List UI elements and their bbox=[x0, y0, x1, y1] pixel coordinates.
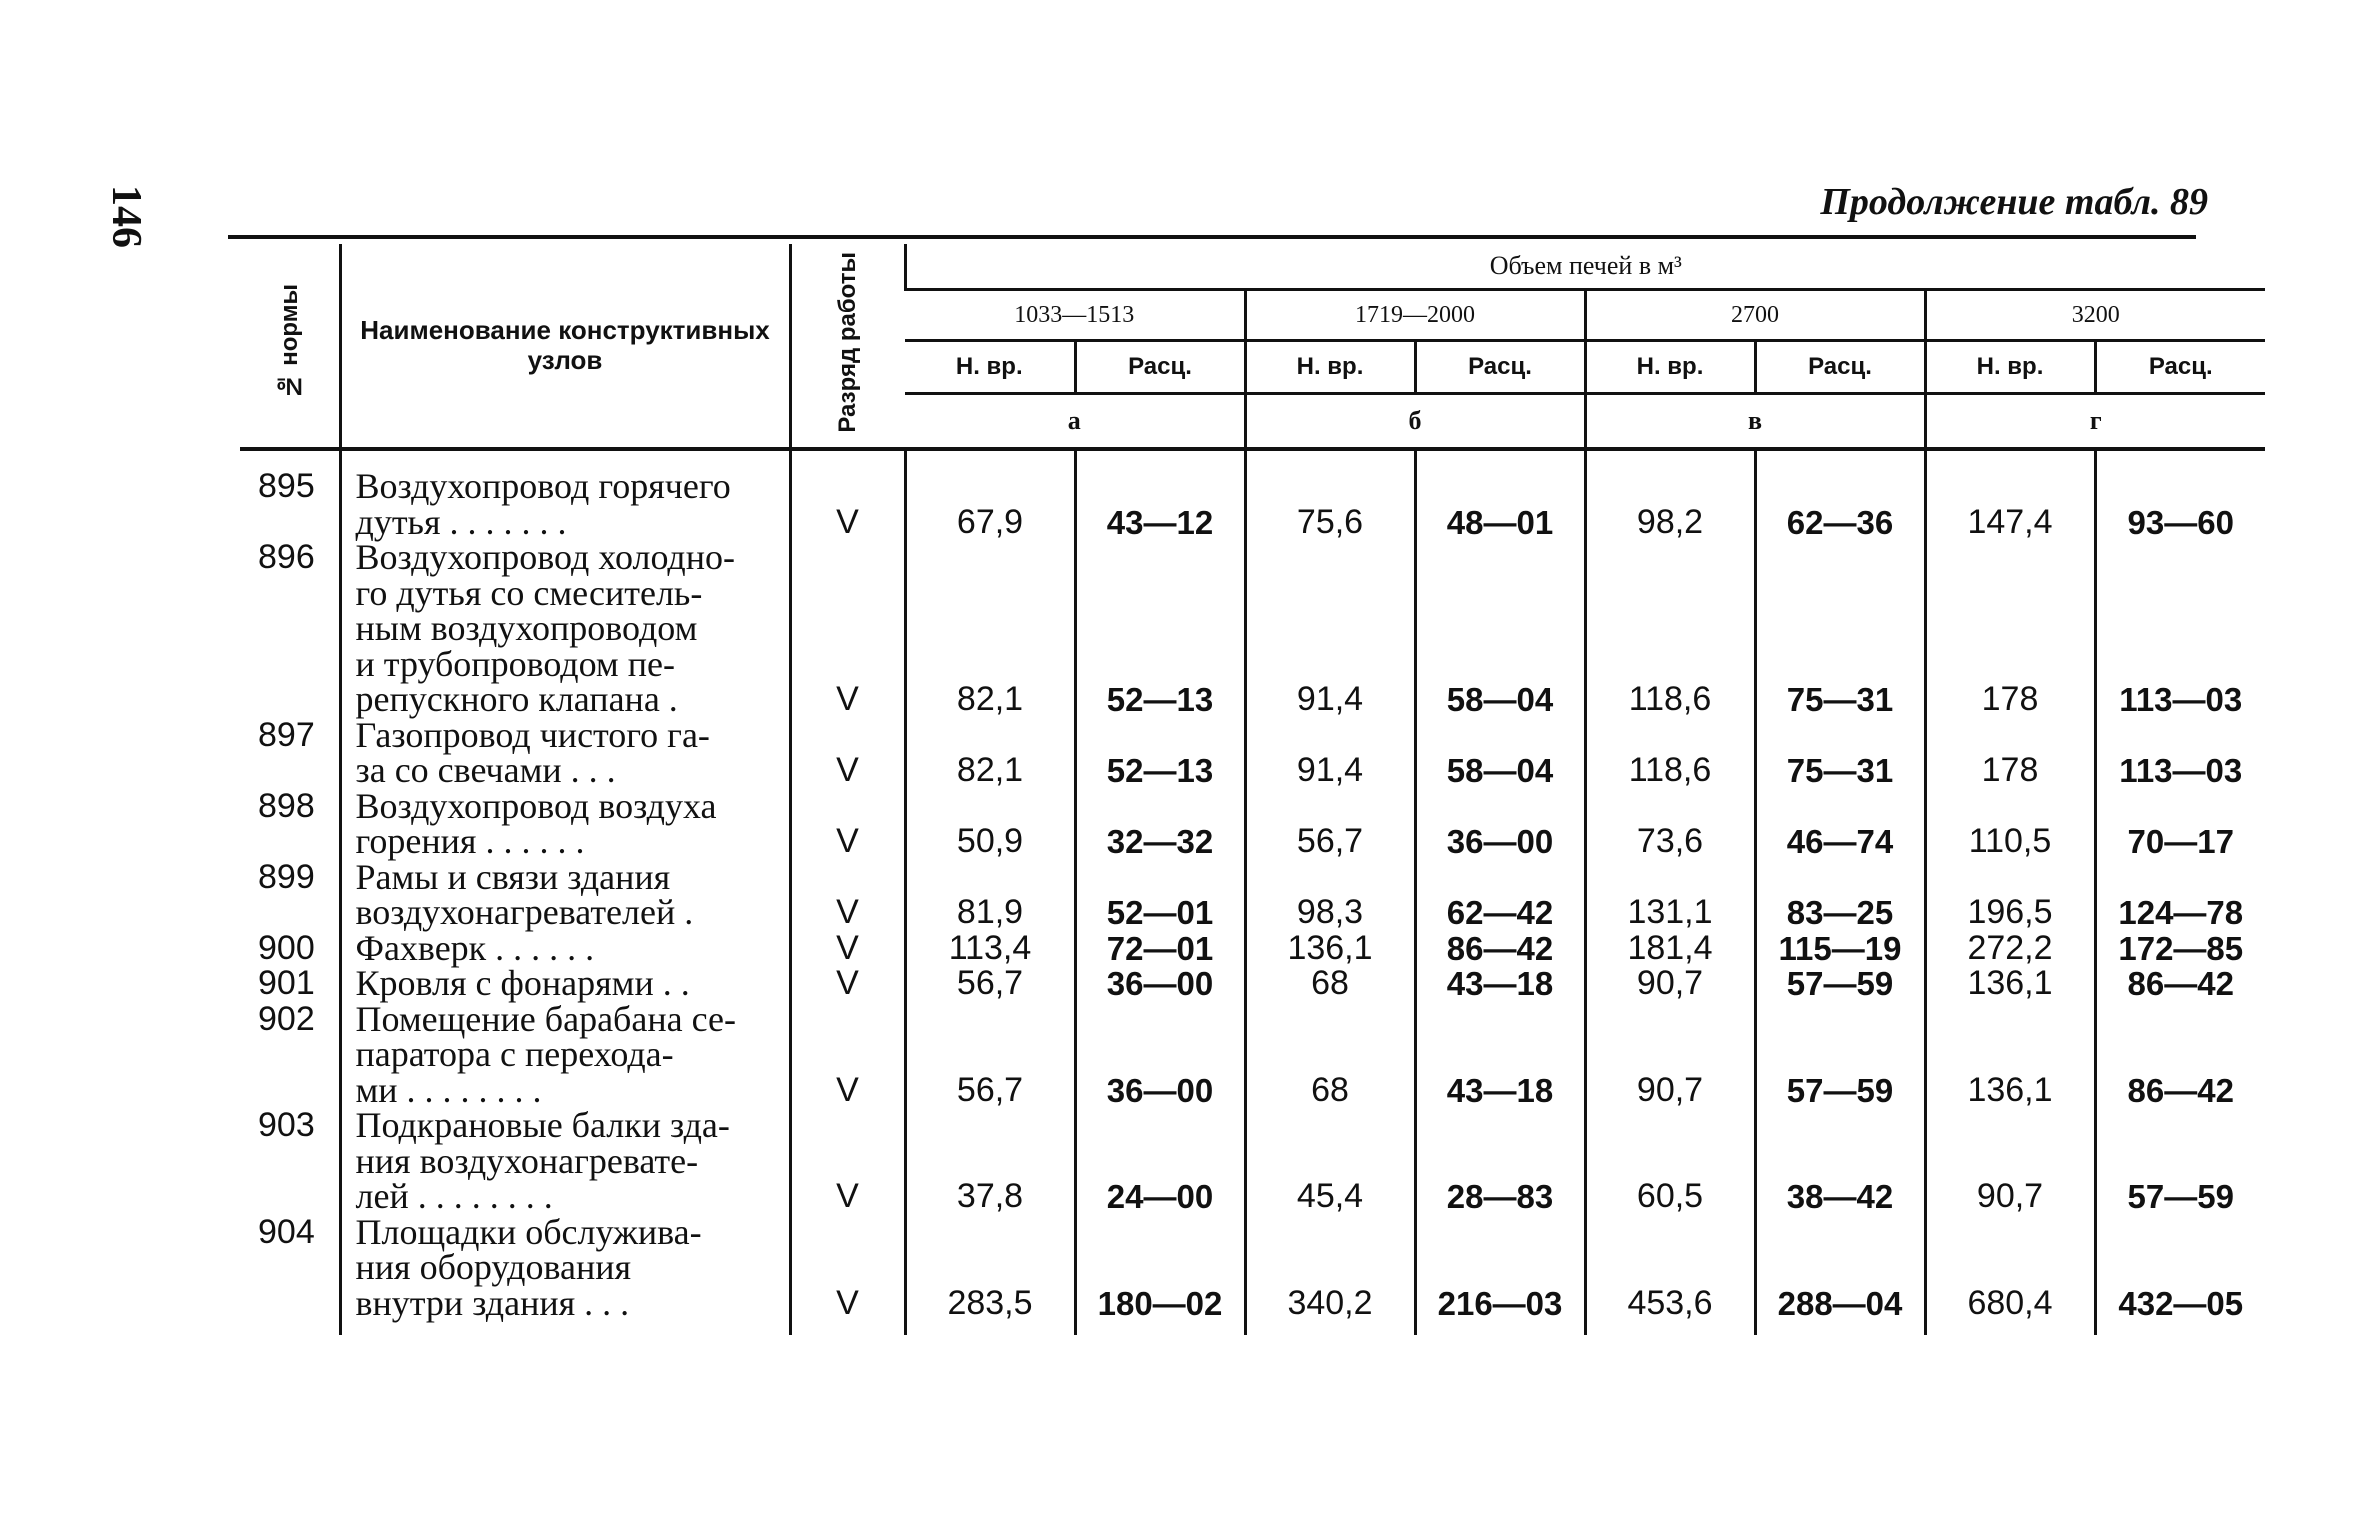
time-b-cell: 340,2 bbox=[1245, 1215, 1415, 1336]
time-g-cell: 680,4 bbox=[1925, 1215, 2095, 1336]
structure-name-cell: Площадки обслужива- ния оборудования внутри здания . . . bbox=[340, 1215, 790, 1336]
rate-b-cell: 216—03 bbox=[1415, 1215, 1585, 1336]
norm-number-cell: 896 bbox=[258, 538, 315, 576]
table-row bbox=[240, 966, 2265, 1002]
table-row bbox=[240, 540, 2265, 718]
time-a-cell: 113,4 bbox=[905, 931, 1075, 967]
rate-a-cell: 32—32 bbox=[1075, 789, 1245, 860]
structure-name-cell: Кровля с фонарями . . bbox=[340, 966, 790, 1002]
header-rate: Расц. bbox=[1755, 341, 1925, 394]
time-g-cell: 196,5 bbox=[1925, 860, 2095, 931]
rate-g-cell: 172—85 bbox=[2095, 931, 2265, 967]
time-a-cell: 82,1 bbox=[905, 718, 1075, 789]
time-a-cell: 56,7 bbox=[905, 966, 1075, 1002]
header-range-v: 2700 bbox=[1585, 290, 1925, 341]
header-grade bbox=[790, 244, 905, 449]
rate-v-cell: 57—59 bbox=[1755, 1002, 1925, 1109]
header-time: Н. вр. bbox=[905, 341, 1075, 394]
time-a-cell: 283,5 bbox=[905, 1215, 1075, 1336]
top-rule bbox=[228, 235, 2196, 239]
rate-a-cell: 72—01 bbox=[1075, 931, 1245, 967]
time-a-cell: 37,8 bbox=[905, 1108, 1075, 1215]
table-body bbox=[240, 449, 2265, 1335]
rate-v-cell: 75—31 bbox=[1755, 540, 1925, 718]
grade-cell: V bbox=[790, 931, 905, 967]
table-row bbox=[240, 1108, 2265, 1215]
time-g-cell: 136,1 bbox=[1925, 966, 2095, 1002]
header-letter-v: в bbox=[1585, 394, 1925, 450]
header-range-b: 1719—2000 bbox=[1245, 290, 1585, 341]
time-v-cell: 118,6 bbox=[1585, 718, 1755, 789]
time-a-cell: 50,9 bbox=[905, 789, 1075, 860]
header-volume: Объем печей в м³ bbox=[905, 244, 2265, 290]
time-v-cell: 60,5 bbox=[1585, 1108, 1755, 1215]
rate-g-cell: 86—42 bbox=[2095, 1002, 2265, 1109]
norm-number-cell: 898 bbox=[258, 786, 315, 825]
rate-g-cell: 57—59 bbox=[2095, 1108, 2265, 1215]
rate-b-cell: 36—00 bbox=[1415, 789, 1585, 860]
rate-a-cell: 36—00 bbox=[1075, 1002, 1245, 1109]
norm-number-cell: 903 bbox=[258, 1106, 315, 1144]
time-v-cell: 90,7 bbox=[1585, 966, 1755, 1002]
rate-g-cell: 70—17 bbox=[2095, 789, 2265, 860]
time-g-cell: 136,1 bbox=[1925, 1002, 2095, 1109]
time-a-cell: 67,9 bbox=[905, 449, 1075, 540]
header-time: Н. вр. bbox=[1585, 341, 1755, 394]
rate-v-cell: 83—25 bbox=[1755, 860, 1925, 931]
table-row bbox=[240, 449, 2265, 540]
time-b-cell: 136,1 bbox=[1245, 931, 1415, 967]
grade-cell: V bbox=[790, 718, 905, 789]
rate-g-cell: 432—05 bbox=[2095, 1215, 2265, 1336]
norms-table bbox=[240, 244, 2265, 1335]
rate-g-cell: 113—03 bbox=[2095, 718, 2265, 789]
norm-number-cell: 902 bbox=[258, 999, 315, 1038]
structure-name-cell: Воздухопровод воздуха горения . . . . . . bbox=[340, 789, 790, 860]
time-b-cell: 91,4 bbox=[1245, 540, 1415, 718]
rate-g-cell: 113—03 bbox=[2095, 540, 2265, 718]
rate-b-cell: 48—01 bbox=[1415, 449, 1585, 540]
rate-v-cell: 288—04 bbox=[1755, 1215, 1925, 1336]
header-rate: Расц. bbox=[1075, 341, 1245, 394]
table-continuation-caption: Продолжение табл. 89 bbox=[1820, 181, 2208, 223]
table-row bbox=[240, 860, 2265, 931]
norm-number-cell: 904 bbox=[258, 1212, 315, 1251]
time-b-cell: 56,7 bbox=[1245, 789, 1415, 860]
structure-name-cell: Газопровод чистого га- за со свечами . . . bbox=[340, 718, 790, 789]
rate-a-cell: 52—13 bbox=[1075, 718, 1245, 789]
time-g-cell: 110,5 bbox=[1925, 789, 2095, 860]
header-norm-number-label: № нормы bbox=[275, 284, 303, 400]
time-v-cell: 90,7 bbox=[1585, 1002, 1755, 1109]
time-g-cell: 147,4 bbox=[1925, 449, 2095, 540]
rate-a-cell: 24—00 bbox=[1075, 1108, 1245, 1215]
header-rate: Расц. bbox=[1415, 341, 1585, 394]
norm-number-cell: 900 bbox=[258, 928, 315, 967]
rate-g-cell: 86—42 bbox=[2095, 966, 2265, 1002]
rate-a-cell: 36—00 bbox=[1075, 966, 1245, 1002]
time-b-cell: 45,4 bbox=[1245, 1108, 1415, 1215]
time-v-cell: 453,6 bbox=[1585, 1215, 1755, 1336]
table-row bbox=[240, 1002, 2265, 1109]
grade-cell: V bbox=[790, 789, 905, 860]
rate-b-cell: 28—83 bbox=[1415, 1108, 1585, 1215]
rate-a-cell: 52—01 bbox=[1075, 860, 1245, 931]
rate-v-cell: 46—74 bbox=[1755, 789, 1925, 860]
time-b-cell: 75,6 bbox=[1245, 449, 1415, 540]
grade-cell: V bbox=[790, 966, 905, 1002]
rate-v-cell: 75—31 bbox=[1755, 718, 1925, 789]
rate-a-cell: 52—13 bbox=[1075, 540, 1245, 718]
time-v-cell: 98,2 bbox=[1585, 449, 1755, 540]
structure-name-cell: Подкрановые балки зда- ния воздухонагревате- лей . . . . . . . . bbox=[340, 1108, 790, 1215]
header-name-label: Наименование конструктивных узлов bbox=[360, 314, 770, 375]
time-b-cell: 91,4 bbox=[1245, 718, 1415, 789]
grade-cell: V bbox=[790, 449, 905, 540]
structure-name-cell: Рамы и связи здания воздухонагревателей . bbox=[340, 860, 790, 931]
header-grade-label: Разряд работы bbox=[833, 251, 861, 433]
rate-g-cell: 93—60 bbox=[2095, 449, 2265, 540]
table-row bbox=[240, 931, 2265, 967]
time-v-cell: 131,1 bbox=[1585, 860, 1755, 931]
grade-cell: V bbox=[790, 1002, 905, 1109]
norm-number-cell: 899 bbox=[258, 857, 315, 896]
header-time: Н. вр. bbox=[1245, 341, 1415, 394]
grade-cell: V bbox=[790, 540, 905, 718]
time-g-cell: 178 bbox=[1925, 718, 2095, 789]
norm-number-cell: 895 bbox=[258, 467, 315, 505]
rate-a-cell: 180—02 bbox=[1075, 1215, 1245, 1336]
time-b-cell: 68 bbox=[1245, 966, 1415, 1002]
rate-v-cell: 115—19 bbox=[1755, 931, 1925, 967]
table-row bbox=[240, 789, 2265, 860]
time-g-cell: 90,7 bbox=[1925, 1108, 2095, 1215]
time-g-cell: 272,2 bbox=[1925, 931, 2095, 967]
rate-v-cell: 62—36 bbox=[1755, 449, 1925, 540]
rate-g-cell: 124—78 bbox=[2095, 860, 2265, 931]
time-b-cell: 68 bbox=[1245, 1002, 1415, 1109]
header-range-g: 3200 bbox=[1925, 290, 2265, 341]
structure-name-cell: Помещение барабана се- паратора с перехода- ми . . . . . . . . bbox=[340, 1002, 790, 1109]
rate-a-cell: 43—12 bbox=[1075, 449, 1245, 540]
time-a-cell: 81,9 bbox=[905, 860, 1075, 931]
table-row bbox=[240, 718, 2265, 789]
rate-b-cell: 86—42 bbox=[1415, 931, 1585, 967]
header-letter-a: а bbox=[1067, 406, 1081, 435]
rate-b-cell: 58—04 bbox=[1415, 540, 1585, 718]
time-v-cell: 118,6 bbox=[1585, 540, 1755, 718]
header-letter-b: б bbox=[1245, 394, 1585, 450]
structure-name-cell: Фахверк . . . . . . bbox=[340, 931, 790, 967]
page-number: 146 bbox=[103, 185, 149, 248]
rate-b-cell: 58—04 bbox=[1415, 718, 1585, 789]
header-range-a: 1033—1513 bbox=[905, 290, 1245, 341]
header-name bbox=[340, 244, 790, 449]
norm-number-cell: 897 bbox=[258, 715, 315, 754]
time-g-cell: 178 bbox=[1925, 540, 2095, 718]
norm-number-cell: 901 bbox=[258, 964, 315, 1002]
header-norm-number bbox=[240, 244, 340, 449]
rate-v-cell: 57—59 bbox=[1755, 966, 1925, 1002]
grade-cell: V bbox=[790, 1215, 905, 1336]
header-time: Н. вр. bbox=[1925, 341, 2095, 394]
rate-b-cell: 43—18 bbox=[1415, 966, 1585, 1002]
grade-cell: V bbox=[790, 1108, 905, 1215]
time-v-cell: 181,4 bbox=[1585, 931, 1755, 967]
table-row bbox=[240, 1215, 2265, 1336]
time-b-cell: 98,3 bbox=[1245, 860, 1415, 931]
rate-b-cell: 43—18 bbox=[1415, 1002, 1585, 1109]
rate-v-cell: 38—42 bbox=[1755, 1108, 1925, 1215]
header-rate: Расц. bbox=[2095, 341, 2265, 394]
time-a-cell: 56,7 bbox=[905, 1002, 1075, 1109]
time-a-cell: 82,1 bbox=[905, 540, 1075, 718]
structure-name-cell: Воздухопровод горячего дутья . . . . . . . bbox=[340, 449, 790, 540]
rate-b-cell: 62—42 bbox=[1415, 860, 1585, 931]
grade-cell: V bbox=[790, 860, 905, 931]
structure-name-cell: Воздухопровод холодно- го дутья со смеситель- ным воздухопроводом и трубопроводом пе- репускного клапана . bbox=[340, 540, 790, 718]
header-letter-g: г bbox=[1925, 394, 2265, 450]
time-v-cell: 73,6 bbox=[1585, 789, 1755, 860]
